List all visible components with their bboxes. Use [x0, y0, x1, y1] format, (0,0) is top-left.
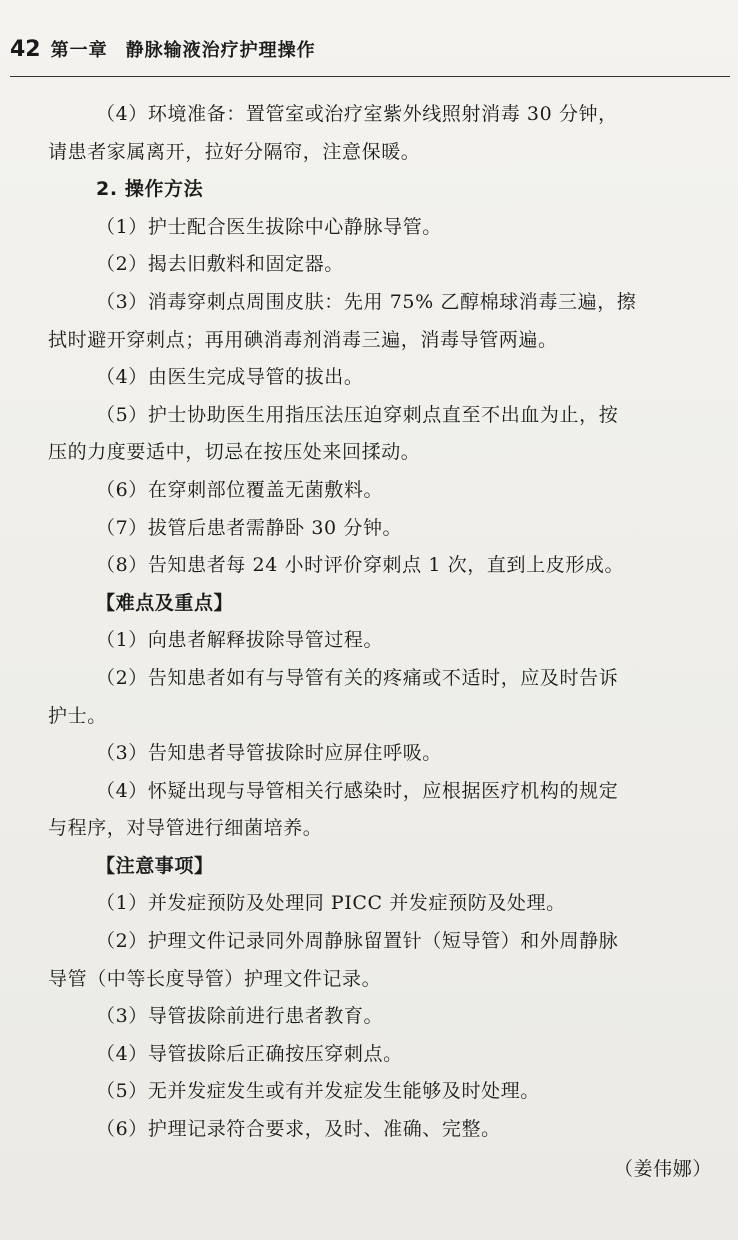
- text-line: 压的力度要适中，切忌在按压处来回揉动。: [48, 441, 421, 464]
- text-line: （1）护士配合医生拔除中心静脉导管。: [96, 215, 442, 238]
- page-number: 42: [10, 37, 41, 62]
- text-line: 与程序，对导管进行细菌培养。: [48, 817, 323, 840]
- author-credit: （姜伟娜）: [613, 1158, 712, 1180]
- text-line: （4）由医生完成导管的拔出。: [96, 366, 364, 389]
- chapter-title: 静脉输液治疗护理操作: [125, 40, 316, 61]
- chapter-label: 第一章: [50, 40, 108, 61]
- text-line: （4）环境准备：置管室或治疗室紫外线照射消毒 30 分钟，: [96, 103, 618, 125]
- text-line: 护士。: [48, 704, 107, 727]
- text-line: （1）向患者解释拔除导管过程。: [96, 629, 384, 652]
- text-line: （2）护理文件记录同外周静脉留置针（短导管）和外周静脉: [96, 930, 619, 953]
- text-line: （4）怀疑出现与导管相关行感染时，应根据医疗机构的规定: [96, 779, 619, 802]
- body-text: [48, 96, 722, 1149]
- text-line: （7）拔管后患者需静卧 30 分钟。: [96, 516, 403, 539]
- text-line: （3）告知患者导管拔除时应屏住呼吸。: [96, 742, 442, 765]
- text-line: 拭时避开穿刺点；再用碘消毒剂消毒三遍，消毒导管两遍。: [48, 328, 558, 351]
- text-line: （2）揭去旧敷料和固定器。: [96, 253, 344, 276]
- text-line: （8）告知患者每 24 小时评价穿刺点 1 次，直到上皮形成。: [96, 554, 625, 577]
- text-line: （3）导管拔除前进行患者教育。: [96, 1005, 384, 1028]
- section-heading: 【难点及重点】: [96, 591, 234, 614]
- section-heading: 【注意事项】: [96, 854, 214, 877]
- running-header: [10, 36, 316, 66]
- text-line: 导管（中等长度导管）护理文件记录。: [48, 967, 382, 990]
- text-line: （5）无并发症发生或有并发症发生能够及时处理。: [96, 1080, 540, 1103]
- text-line: （1）并发症预防及处理同 PICC 并发症预防及处理。: [96, 892, 566, 915]
- text-line: （2）告知患者如有与导管有关的疼痛或不适时，应及时告诉: [96, 666, 619, 689]
- header-rule: [10, 76, 730, 77]
- text-line: （6）在穿刺部位覆盖无菌敷料。: [96, 478, 384, 501]
- text-line: （5）护士协助医生用指压法压迫穿刺点直至不出血为止，按: [96, 403, 619, 426]
- text-line: （6）护理记录符合要求，及时、准确、完整。: [96, 1118, 501, 1141]
- text-line: （3）消毒穿刺点周围皮肤：先用 75% 乙醇棉球消毒三遍，擦: [96, 290, 637, 313]
- text-line: （4）导管拔除后正确按压穿刺点。: [96, 1042, 403, 1065]
- text-line: 请患者家属离开，拉好分隔帘，注意保暖。: [48, 140, 421, 163]
- section-heading: 2. 操作方法: [96, 178, 204, 201]
